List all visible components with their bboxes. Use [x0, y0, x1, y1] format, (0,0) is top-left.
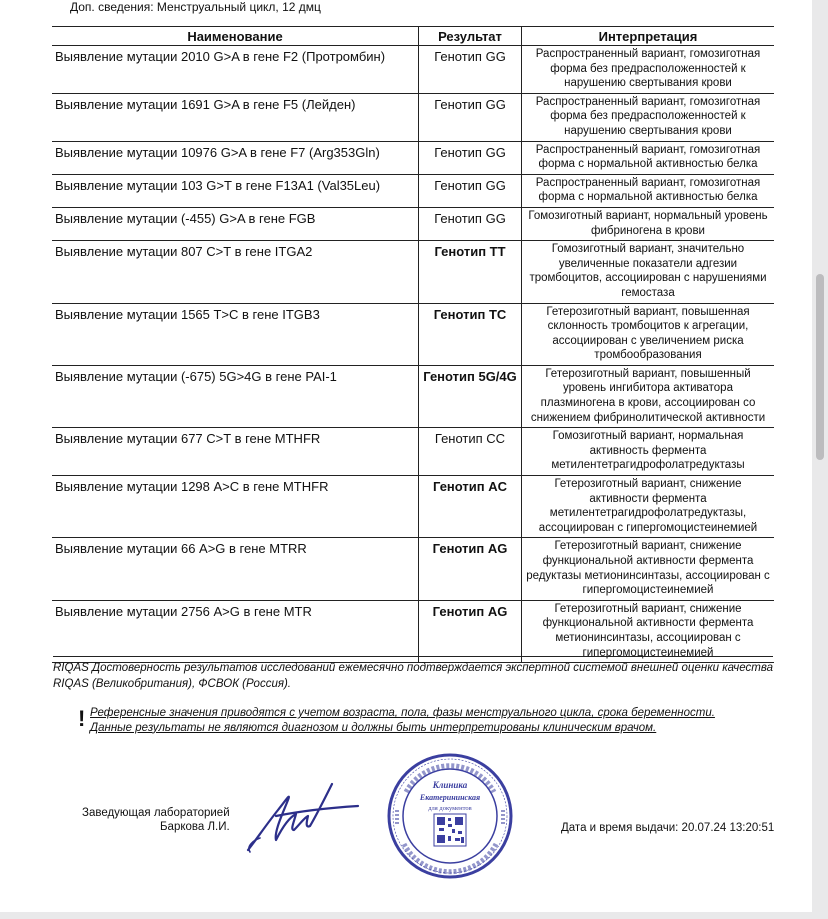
table-header-row: [52, 27, 774, 46]
test-name-cell: Выявление мутации 807 C>T в гене ITGA2: [52, 241, 419, 303]
interpretation-cell: Гомозиготный вариант, значительно увеличенные показатели адгезии тромбоцитов, ассоциирован с нарушениями гемостаза: [522, 241, 775, 303]
test-name-cell: Выявление мутации 103 G>T в гене F13A1 (Val35Leu): [52, 174, 419, 207]
test-name-cell: Выявление мутации 1565 T>C в гене ITGB3: [52, 303, 419, 365]
qr-code-icon: [434, 814, 466, 846]
result-cell: Генотип GG: [419, 141, 522, 174]
test-name-cell: Выявление мутации 10976 G>A в гене F7 (Arg353Gln): [52, 141, 419, 174]
table-row: [52, 365, 774, 427]
test-name-cell: Выявление мутации 66 A>G в гене MTRR: [52, 538, 419, 600]
result-cell: Генотип CC: [419, 428, 522, 476]
disclaimer-notes: [78, 706, 715, 735]
issue-date: Дата и время выдачи: 20.07.24 13:20:51: [561, 822, 775, 834]
riqas-note: RIQAS Достоверность результатов исследований ежемесячно подтверждается экспертной системой внешней оценки качества RIQAS (Великобритания), ФСВОК (Россия).: [53, 656, 773, 692]
head-name: Баркова Л.И.: [160, 821, 230, 833]
interpretation-cell: Гетерозиготный вариант, снижение функциональной активности фермента метионинсинтазы, ассоциирован с гипергомоцистеинемией: [522, 600, 775, 662]
test-name-cell: Выявление мутации 1298 A>C в гене MTHFR: [52, 476, 419, 538]
table-row: [52, 600, 774, 662]
stamp-line-1: Клиника: [432, 780, 468, 790]
result-cell: Генотип AC: [419, 476, 522, 538]
table-row: [52, 46, 774, 94]
interpretation-cell: Гетерозиготный вариант, повышенная склонность тромбоцитов к агрегации, ассоциирован с увеличением риска тромбообразования: [522, 303, 775, 365]
result-cell: Генотип TT: [419, 241, 522, 303]
result-cell: Генотип TC: [419, 303, 522, 365]
head-title: Заведующая лабораторией: [82, 807, 230, 819]
test-name-cell: Выявление мутации 2010 G>A в гене F2 (Протромбин): [52, 46, 419, 94]
exclamation-icon: !: [78, 706, 86, 731]
table-row: [52, 538, 774, 600]
extra-info: Доп. сведения: Менструальный цикл, 12 дмц: [70, 0, 321, 14]
interpretation-cell: Гомозиготный вариант, нормальный уровень фибриногена в крови: [522, 207, 775, 240]
test-name-cell: Выявление мутации 677 C>T в гене MTHFR: [52, 428, 419, 476]
table-row: [52, 174, 774, 207]
column-header-interpretation: Интерпретация: [522, 27, 775, 46]
reference-note: Референсные значения приводятся с учетом возраста, пола, фазы менструального цикла, срока беременности.: [90, 707, 715, 719]
column-header-name: Наименование: [52, 27, 419, 46]
table-row: [52, 241, 774, 303]
result-cell: Генотип GG: [419, 93, 522, 141]
result-cell: Генотип AG: [419, 600, 522, 662]
result-cell: Генотип GG: [419, 207, 522, 240]
interpretation-cell: Гомозиготный вариант, нормальная активность фермента метилентетрагидрофолатредуктазы: [522, 428, 775, 476]
clinic-stamp: [386, 752, 514, 880]
stamp-line-3: для документов: [428, 805, 472, 812]
interpretation-cell: Распространенный вариант, гомозиготная форма с нормальной активностью белка: [522, 141, 775, 174]
test-name-cell: Выявление мутации 2756 A>G в гене MTR: [52, 600, 419, 662]
column-header-result: Результат: [419, 27, 522, 46]
interpretation-cell: Распространенный вариант, гомозиготная форма без предрасположенностей к нарушению свертывания крови: [522, 93, 775, 141]
table-row: [52, 207, 774, 240]
interpretation-cell: Распространенный вариант, гомозиготная форма с нормальной активностью белка: [522, 174, 775, 207]
table-row: [52, 476, 774, 538]
result-cell: Генотип GG: [419, 46, 522, 94]
test-name-cell: Выявление мутации 1691 G>A в гене F5 (Лейден): [52, 93, 419, 141]
stamp-line-2: Екатерининская: [419, 793, 481, 802]
results-table: [52, 26, 774, 663]
test-name-cell: Выявление мутации (-455) G>A в гене FGB: [52, 207, 419, 240]
result-cell: Генотип 5G/4G: [419, 365, 522, 427]
table-row: [52, 303, 774, 365]
table-row: [52, 93, 774, 141]
diagnosis-note: Данные результаты не являются диагнозом и должны быть интерпретированы клиническим врачом.: [90, 721, 657, 734]
interpretation-cell: Гетерозиготный вариант, снижение функциональной активности фермента редуктазы метионинсинтазы, ассоциирован с гипергомоцистеинемией: [522, 538, 775, 600]
scrollbar-thumb[interactable]: [816, 274, 824, 460]
interpretation-cell: Гетерозиготный вариант, снижение активности фермента метилентетрагидрофолатредуктазы, ассоциирован с гипергомоцистеинемией: [522, 476, 775, 538]
interpretation-cell: Гетерозиготный вариант, повышенный уровень ингибитора активатора плазминогена в крови, ассоциирован со снижением фибринолитической активности: [522, 365, 775, 427]
test-name-cell: Выявление мутации (-675) 5G>4G в гене PAI-1: [52, 365, 419, 427]
interpretation-cell: Распространенный вариант, гомозиготная форма без предрасположенностей к нарушению свертывания крови: [522, 46, 775, 94]
table-body: [52, 46, 774, 663]
signature-image: [236, 770, 366, 860]
table-row: [52, 141, 774, 174]
result-cell: Генотип AG: [419, 538, 522, 600]
table-row: [52, 428, 774, 476]
result-cell: Генотип GG: [419, 174, 522, 207]
